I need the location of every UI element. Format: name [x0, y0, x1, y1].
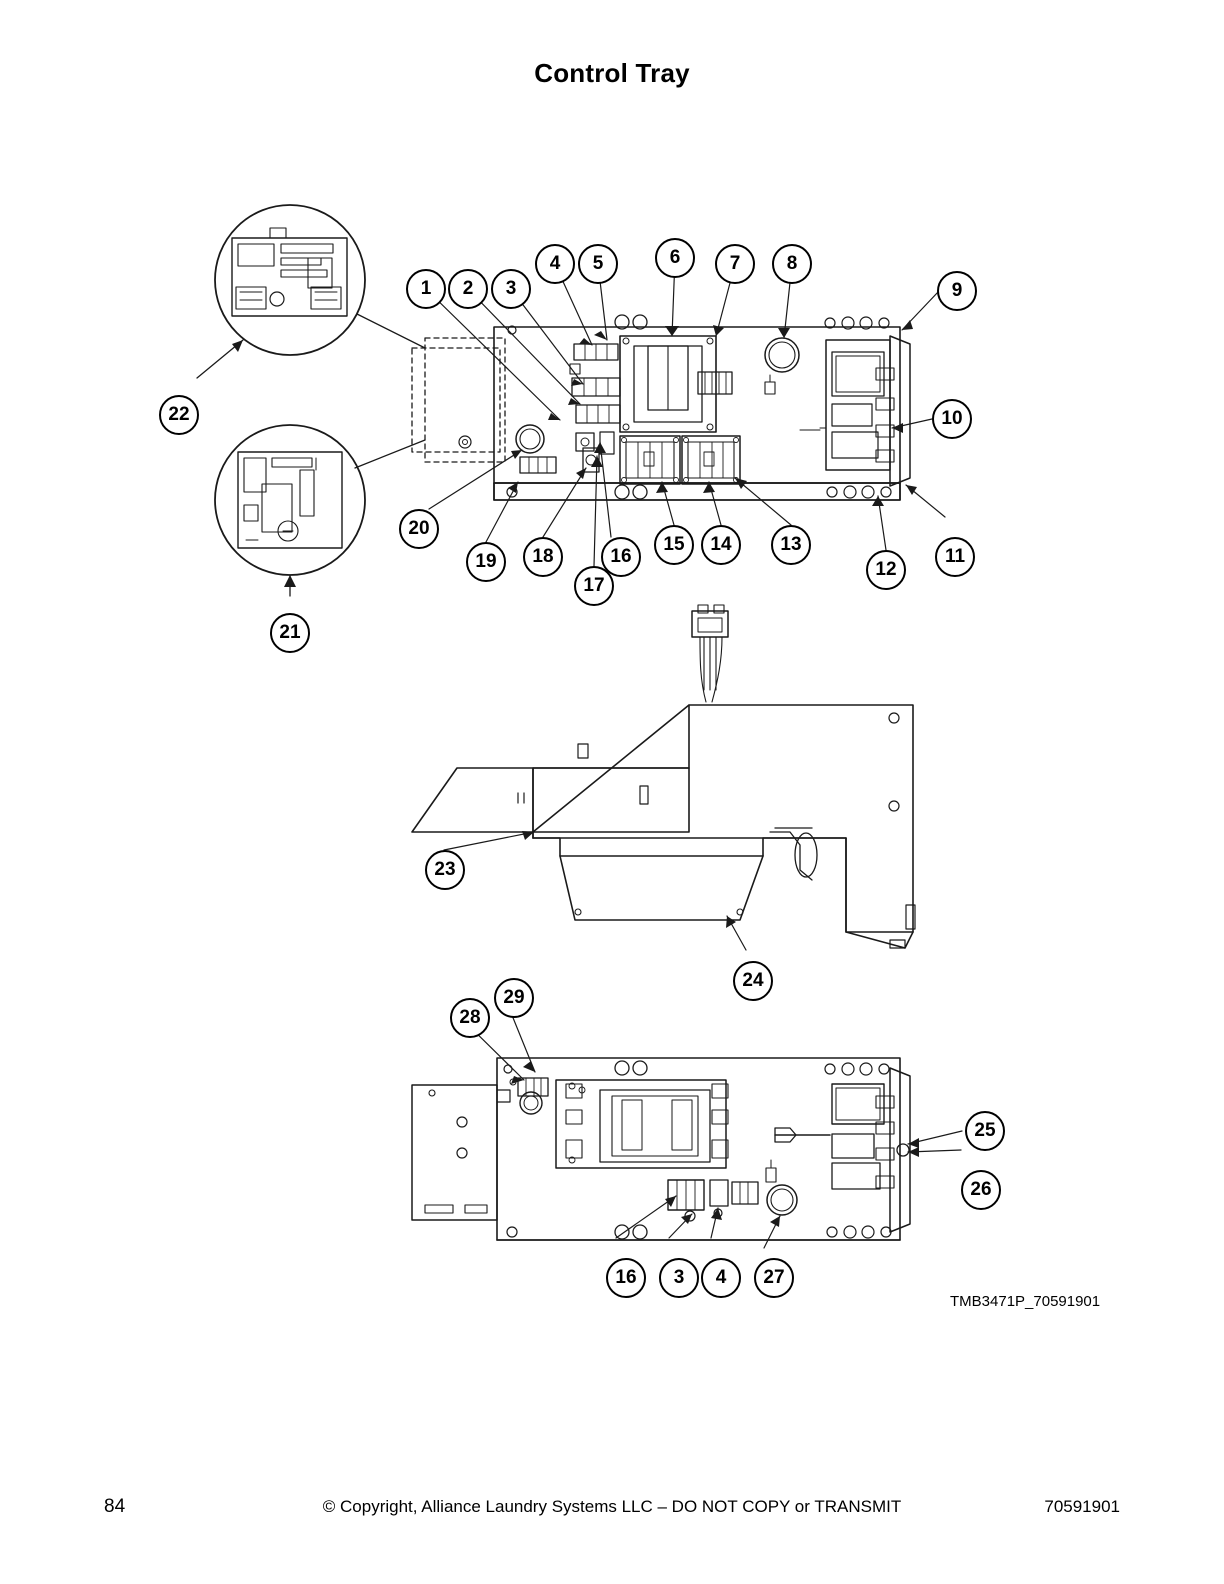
callout-1: 1: [406, 269, 446, 309]
callout-3b: 3: [659, 1258, 699, 1298]
callout-23: 23: [425, 850, 465, 890]
callout-15: 15: [654, 525, 694, 565]
callout-5: 5: [578, 244, 618, 284]
callout-8: 8: [772, 244, 812, 284]
callout-18: 18: [523, 537, 563, 577]
callout-9: 9: [937, 271, 977, 311]
control-tray-side-view: [412, 605, 915, 950]
page-title: Control Tray: [534, 58, 690, 88]
callout-24: 24: [733, 961, 773, 1001]
callout-12: 12: [866, 550, 906, 590]
callout-16: 16: [601, 537, 641, 577]
drawing-number: TMB3471P_70591901: [950, 1293, 1101, 1310]
control-tray-bottom-assembly: [412, 998, 962, 1248]
callout-14: 14: [701, 525, 741, 565]
callout-25: 25: [965, 1111, 1005, 1151]
callout-6: 6: [655, 238, 695, 278]
callout-10: 10: [932, 399, 972, 439]
callout-2: 2: [448, 269, 488, 309]
detail-view-22: [197, 205, 425, 378]
callout-19: 19: [466, 542, 506, 582]
control-tray-top-assembly: [412, 258, 945, 566]
callout-4: 4: [535, 244, 575, 284]
callout-7: 7: [715, 244, 755, 284]
callout-16b: 16: [606, 1258, 646, 1298]
callout-26: 26: [961, 1170, 1001, 1210]
callout-13: 13: [771, 525, 811, 565]
callout-22: 22: [159, 395, 199, 435]
document-number: 70591901: [1044, 1497, 1120, 1516]
callout-29: 29: [494, 978, 534, 1018]
callout-21: 21: [270, 613, 310, 653]
callout-28: 28: [450, 998, 490, 1038]
callout-3: 3: [491, 269, 531, 309]
callout-11: 11: [935, 537, 975, 577]
callout-20: 20: [399, 509, 439, 549]
page-number: 84: [104, 1496, 126, 1517]
callout-27: 27: [754, 1258, 794, 1298]
copyright-notice: © Copyright, Alliance Laundry Systems LLC – DO NOT COPY or TRANSMIT: [322, 1497, 902, 1516]
callout-17: 17: [574, 566, 614, 606]
detail-view-21: [215, 425, 425, 596]
callout-4b: 4: [701, 1258, 741, 1298]
